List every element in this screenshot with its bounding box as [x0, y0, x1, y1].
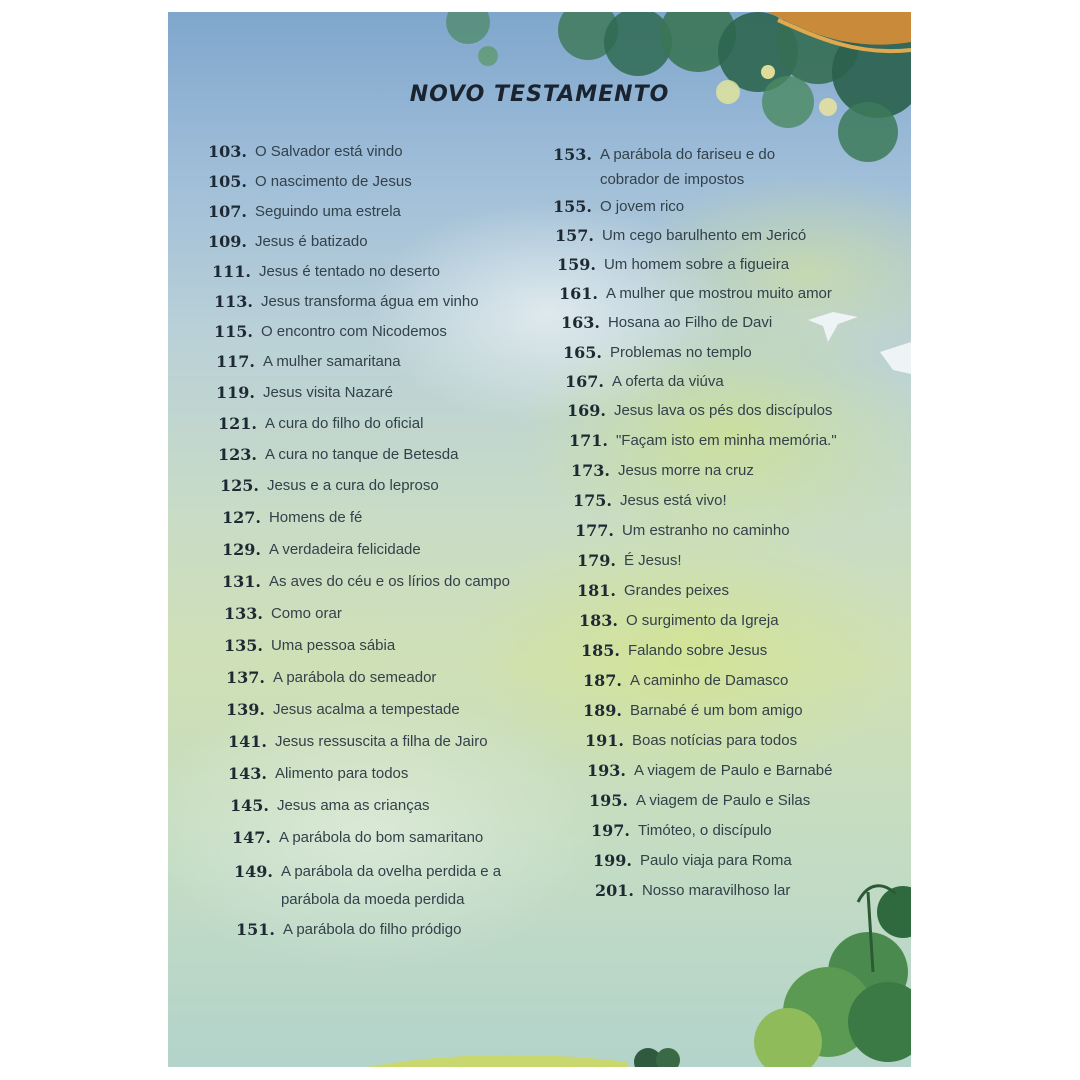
toc-entry-page-number: 121. — [218, 414, 257, 433]
toc-entry — [226, 668, 536, 688]
toc-entry-title: O jovem rico — [599, 198, 685, 215]
toc-entry-title: A viagem de Paulo e Barnabé — [633, 762, 833, 779]
toc-entry-page-number: 187. — [583, 671, 622, 690]
toc-entry — [208, 172, 518, 192]
toc-entry-title: Problemas no templo — [609, 344, 752, 361]
toc-entry — [208, 202, 518, 222]
grass-illustration — [368, 1048, 680, 1067]
toc-entry-page-number: 103. — [208, 142, 247, 161]
toc-entry-page-number: 157. — [555, 226, 594, 245]
toc-entry — [573, 491, 873, 511]
toc-entry — [228, 764, 538, 784]
toc-entry-title: A caminho de Damasco — [629, 672, 789, 689]
toc-entry-title: Jesus está vivo! — [619, 492, 727, 509]
toc-entry — [236, 920, 546, 940]
toc-entry — [228, 732, 538, 752]
toc-entry-title: É Jesus! — [623, 552, 682, 569]
toc-entry-title: O surgimento da Igreja — [625, 612, 779, 629]
toc-entry-page-number: 171. — [569, 431, 608, 450]
toc-entry-page-number: 181. — [577, 581, 616, 600]
toc-entry — [563, 343, 863, 363]
toc-entry — [561, 313, 861, 333]
toc-entry-page-number: 191. — [585, 731, 624, 750]
toc-entry-page-number: 113. — [214, 292, 253, 311]
toc-entry-page-number: 189. — [583, 701, 622, 720]
toc-entry — [208, 232, 518, 252]
toc-entry — [583, 671, 883, 691]
toc-entry-page-number: 175. — [573, 491, 612, 510]
toc-entry-title: A parábola do semeador — [272, 669, 437, 686]
toc-entry-title: Jesus transforma água em vinho — [260, 293, 479, 310]
toc-entry-page-number: 135. — [224, 636, 263, 655]
toc-entry-page-number: 147. — [232, 828, 271, 847]
toc-entry-title: Um estranho no caminho — [621, 522, 790, 539]
toc-entry-page-number: 139. — [226, 700, 265, 719]
toc-entry — [226, 700, 536, 720]
toc-entry-page-number: 107. — [208, 202, 247, 221]
toc-entry-title: "Façam isto em minha memória." — [615, 432, 837, 449]
toc-entry-page-number: 137. — [226, 668, 265, 687]
toc-entry — [585, 731, 885, 751]
toc-entry-page-number: 123. — [218, 445, 257, 464]
toc-entry — [583, 701, 883, 721]
toc-entry — [589, 791, 889, 811]
toc-entry-title: Jesus é batizado — [254, 233, 368, 250]
toc-entry — [565, 372, 865, 392]
toc-entry-title: A viagem de Paulo e Silas — [635, 792, 811, 809]
toc-entry-page-number: 129. — [222, 540, 261, 559]
toc-entry — [234, 858, 544, 914]
toc-entry-title: Jesus ressuscita a filha de Jairo — [274, 733, 488, 750]
toc-entry-title: A parábola do bom samaritano — [278, 829, 484, 846]
toc-entry — [567, 401, 867, 421]
toc-entry-page-number: 151. — [236, 920, 275, 939]
toc-entry — [224, 604, 534, 624]
toc-entry-page-number: 149. — [234, 862, 273, 881]
toc-entry-title: Paulo viaja para Roma — [639, 852, 792, 869]
toc-entry — [222, 572, 532, 592]
toc-entry — [230, 796, 540, 816]
toc-entry-page-number: 183. — [579, 611, 618, 630]
toc-entry — [577, 551, 877, 571]
toc-entry-title: Uma pessoa sábia — [270, 637, 396, 654]
toc-entry-title: As aves do céu e os lírios do campo — [268, 573, 510, 590]
toc-entry-title: A parábola do fariseu e do cobrador de impostos — [599, 146, 776, 188]
toc-entry — [222, 508, 532, 528]
toc-entry-title: Jesus acalma a tempestade — [272, 701, 460, 718]
toc-entry — [553, 142, 853, 192]
toc-entry — [579, 611, 879, 631]
toc-entry-title: Jesus visita Nazaré — [262, 384, 394, 401]
page-title: NOVO TESTAMENTO — [409, 82, 670, 107]
toc-entry-page-number: 163. — [561, 313, 600, 332]
toc-entry-title: A cura no tanque de Betesda — [264, 446, 459, 463]
toc-entry-title: Um cego barulhento em Jericó — [601, 227, 807, 244]
toc-entry — [214, 322, 524, 342]
toc-entry — [218, 445, 528, 465]
toc-entry-page-number: 161. — [559, 284, 598, 303]
toc-entry-page-number: 127. — [222, 508, 261, 527]
toc-entry-title: A parábola da ovelha perdida e a parábola da moeda perdida — [280, 863, 502, 908]
toc-entry-page-number: 179. — [577, 551, 616, 570]
toc-entry — [593, 851, 893, 871]
toc-entry-page-number: 115. — [214, 322, 253, 341]
toc-entry-page-number: 133. — [224, 604, 263, 623]
toc-entry-title: Jesus e a cura do leproso — [266, 477, 439, 494]
bush-illustration — [754, 886, 911, 1067]
toc-entry-title: Um homem sobre a figueira — [603, 256, 790, 273]
toc-entry-page-number: 145. — [230, 796, 269, 815]
toc-entry — [581, 641, 881, 661]
toc-entry-title: Hosana ao Filho de Davi — [607, 314, 773, 331]
toc-entry-page-number: 117. — [216, 352, 255, 371]
toc-entry-page-number: 165. — [563, 343, 602, 362]
toc-entry — [555, 226, 855, 246]
toc-entry — [218, 414, 528, 434]
toc-entry-page-number: 131. — [222, 572, 261, 591]
toc-entry-page-number: 119. — [216, 383, 255, 402]
toc-entry-page-number: 111. — [212, 262, 251, 281]
toc-entry-page-number: 141. — [228, 732, 267, 751]
toc-entry-title: A mulher samaritana — [262, 353, 401, 370]
toc-entry-page-number: 197. — [591, 821, 630, 840]
toc-entry-page-number: 195. — [589, 791, 628, 810]
toc-entry-title: Alimento para todos — [274, 765, 409, 782]
toc-entry-page-number: 173. — [571, 461, 610, 480]
toc-entry — [577, 581, 877, 601]
toc-entry — [557, 255, 857, 275]
toc-entry-title: Jesus morre na cruz — [617, 462, 754, 479]
toc-entry-page-number: 125. — [220, 476, 259, 495]
toc-entry-title: Homens de fé — [268, 509, 363, 526]
toc-entry-title: Boas notícias para todos — [631, 732, 798, 749]
toc-entry-title: Grandes peixes — [623, 582, 730, 599]
toc-entry — [232, 828, 542, 848]
toc-entry — [553, 197, 853, 217]
toc-entry-title: A parábola do filho pródigo — [282, 921, 462, 938]
toc-entry-title: O encontro com Nicodemos — [260, 323, 447, 340]
toc-entry — [222, 540, 532, 560]
toc-entry-page-number: 201. — [595, 881, 634, 900]
toc-entry-title: A verdadeira felicidade — [268, 541, 421, 558]
toc-entry — [220, 476, 530, 496]
toc-entry — [559, 284, 859, 304]
toc-entry — [212, 262, 522, 282]
toc-entry-title: Jesus lava os pés dos discípulos — [613, 402, 833, 419]
toc-entry-title: O nascimento de Jesus — [254, 173, 412, 190]
toc-entry-title: Timóteo, o discípulo — [637, 822, 772, 839]
toc-entry — [587, 761, 887, 781]
toc-entry — [216, 352, 526, 372]
toc-entry — [216, 383, 526, 403]
toc-entry — [571, 461, 871, 481]
toc-entry — [569, 431, 869, 451]
toc-entry-page-number: 105. — [208, 172, 247, 191]
toc-entry-page-number: 185. — [581, 641, 620, 660]
toc-entry — [214, 292, 524, 312]
book-page — [168, 12, 911, 1067]
toc-entry-title: Barnabé é um bom amigo — [629, 702, 803, 719]
toc-entry — [595, 881, 895, 901]
toc-entry-page-number: 159. — [557, 255, 596, 274]
toc-entry-title: Jesus é tentado no deserto — [258, 263, 440, 280]
toc-entry-title: Nosso maravilhoso lar — [641, 882, 791, 899]
toc-entry — [575, 521, 875, 541]
toc-entry-page-number: 143. — [228, 764, 267, 783]
toc-entry-title: Como orar — [270, 605, 342, 622]
toc-entry-title: A oferta da viúva — [611, 373, 724, 390]
toc-entry — [224, 636, 534, 656]
toc-entry-page-number: 193. — [587, 761, 626, 780]
toc-entry — [208, 142, 518, 162]
toc-entry-page-number: 153. — [553, 145, 592, 164]
toc-entry-title: O Salvador está vindo — [254, 143, 403, 160]
toc-entry-page-number: 155. — [553, 197, 592, 216]
toc-entry-page-number: 109. — [208, 232, 247, 251]
toc-entry-title: Seguindo uma estrela — [254, 203, 401, 220]
toc-entry-page-number: 199. — [593, 851, 632, 870]
toc-entry-title: Falando sobre Jesus — [627, 642, 768, 659]
toc-entry-page-number: 167. — [565, 372, 604, 391]
toc-entry — [591, 821, 891, 841]
toc-entry-title: Jesus ama as crianças — [276, 797, 430, 814]
toc-entry-title: A mulher que mostrou muito amor — [605, 285, 832, 302]
toc-entry-title: A cura do filho do oficial — [264, 415, 424, 432]
toc-entry-page-number: 177. — [575, 521, 614, 540]
toc-entry-page-number: 169. — [567, 401, 606, 420]
